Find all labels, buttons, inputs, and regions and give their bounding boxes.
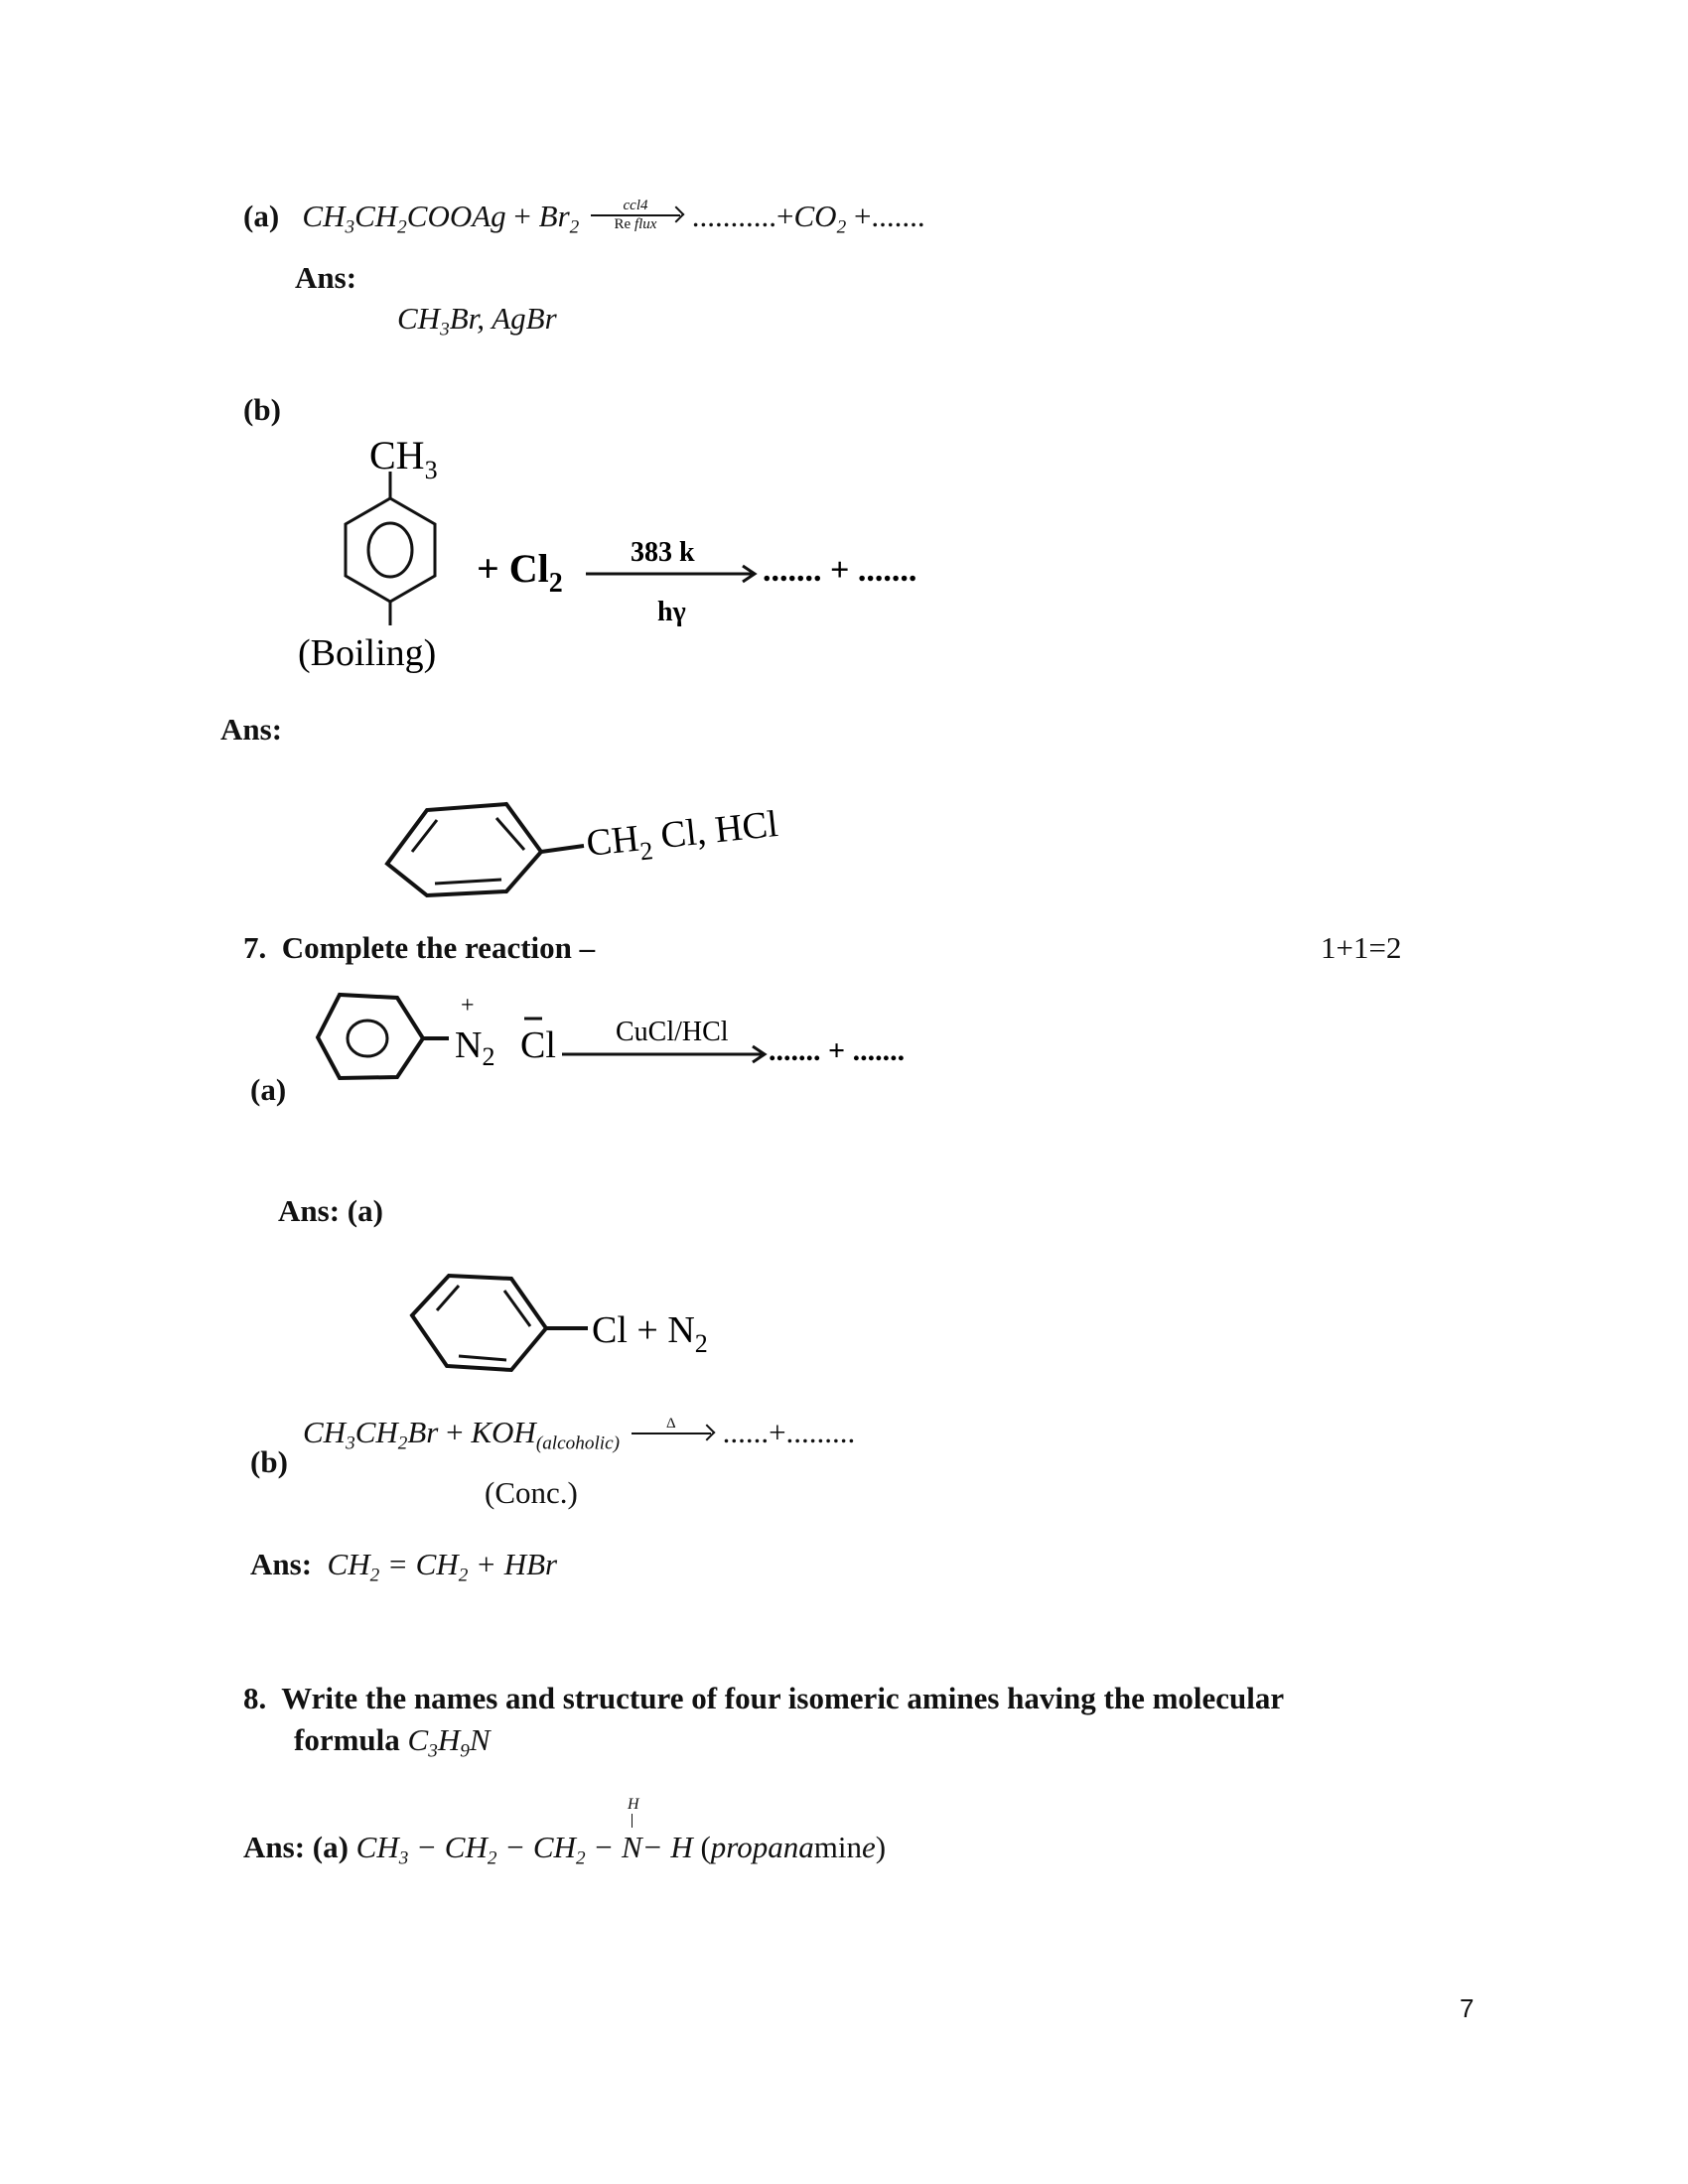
diazonium-reaction-image (298, 983, 1112, 1082)
benzyl-chloride-image (357, 774, 834, 903)
q6a-reaction: (a) $CH_3CH_2COOAg + Br_2$ ccl4 Re flux $...........+CO_2$ +....... (243, 197, 925, 238)
q8-heading-line2 (294, 1722, 491, 1763)
q7b-ans-label: Ans: (250, 1547, 313, 1581)
q7-heading (243, 930, 595, 966)
q6a-answer: $CH_3Br$, AgBr (397, 301, 557, 341)
q6b-ans-label: Ans: (220, 712, 283, 747)
q7b-reactant2: $KOH_{(alcoholic)}$ (471, 1415, 621, 1454)
benzene-ring-icon (318, 995, 423, 1078)
q8-title-line2: formula (294, 1722, 400, 1757)
page-number: 7 (1460, 1993, 1475, 2023)
svg-text:+: + (461, 993, 475, 1019)
svg-text:CuCl/HCl: CuCl/HCl (616, 1017, 729, 1047)
q8-answer-a-name: (propanamine) (700, 1830, 887, 1864)
q6a-reactant2: $Br_2$ (538, 199, 580, 238)
q7b-label: (b) (250, 1444, 288, 1479)
q8-heading-line1 (243, 1681, 1284, 1716)
toluene-ch3-label: $CH_3$ (369, 433, 438, 484)
q7b-conc: (Conc.) (485, 1475, 578, 1510)
q6a-arrow-below: Re flux (614, 215, 657, 232)
q6b-label: (b) (243, 392, 281, 427)
q7-number: 7. (243, 930, 267, 965)
q6a-label: (a) (243, 199, 280, 233)
svg-text:383 k: 383 k (631, 537, 695, 568)
q6a-arrow-above: ccl4 (623, 197, 648, 213)
svg-text:Cl: Cl (520, 1024, 556, 1066)
q7b-blanks: ......+......... (722, 1415, 856, 1449)
q6a-blank2: ....... (871, 199, 925, 233)
boiling-caption: (Boiling) (298, 632, 437, 674)
q7a-ans-label: Ans: (a) (278, 1193, 383, 1228)
svg-text:hγ: hγ (657, 597, 686, 627)
q7a-label: (a) (250, 1072, 287, 1107)
q6a-arrow (591, 198, 680, 233)
q8-title-line1: Write the names and structure of four isomeric amines having the molecular (281, 1681, 1285, 1715)
q6a-plus: + (513, 199, 531, 233)
q7b-reactant1: $CH_3CH_2Br$ (303, 1415, 439, 1454)
benzene-ring-icon (346, 498, 435, 602)
q7b-arrow-above: Δ (665, 1416, 676, 1433)
q6a-blank1: ........... (691, 199, 777, 233)
q7b-arrow (632, 1416, 711, 1434)
svg-text:+ Cl2: + $Cl_2$ (477, 546, 563, 599)
q8-answer-a: Ans: (a) $CH_3 - CH_2 - CH_2 - N$ H − H (propanamine) (243, 1796, 887, 1869)
q6a-co2: $CO_2$ (793, 199, 847, 238)
svg-text:N2: $N_2$ (455, 1024, 495, 1071)
q6a-reactant1: $CH_3CH_2COOAg$ (302, 199, 506, 238)
svg-text:Cl + N2: $Cl + N_2$ (592, 1309, 708, 1358)
svg-text:....... + .......: ....... + ....... (763, 552, 917, 589)
svg-text:....... + .......: ....... + ....... (769, 1034, 906, 1067)
chlorobenzene-image (397, 1271, 794, 1390)
svg-text:CH2 Cl, HCl: $CH_2$ Cl, HCl (584, 802, 780, 867)
q8-formula: $C_3H_9N$ (407, 1722, 491, 1762)
q6a-ans-label: Ans: (295, 260, 357, 295)
q7-title: Complete the reaction – (281, 930, 596, 965)
q7b-answer-line (250, 1547, 557, 1587)
q8-number: 8. (243, 1681, 267, 1715)
toluene-reaction-image (288, 427, 1043, 685)
q7b-answer: $CH_2 = CH_2$ + HBr (327, 1547, 558, 1586)
q7b-reaction: $CH_3CH_2Br + KOH_{(alcoholic)}$ Δ ......+......... (303, 1415, 856, 1454)
q7-marks: 1+1=2 (1321, 930, 1402, 965)
q8-ans-label: Ans: (a) (243, 1830, 349, 1864)
